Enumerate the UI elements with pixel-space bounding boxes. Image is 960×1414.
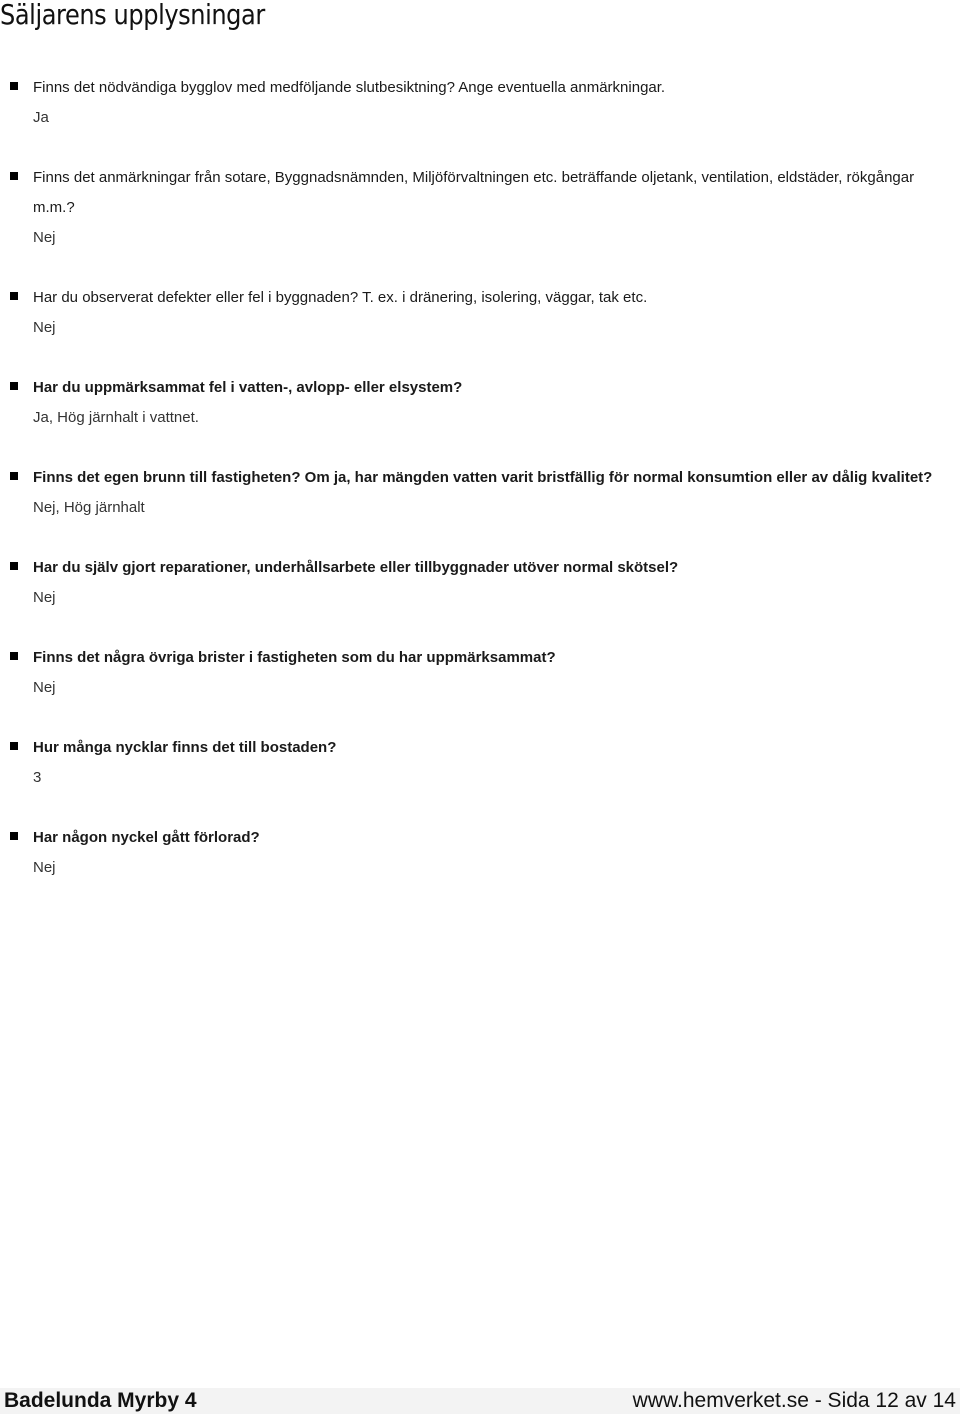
answer-text: Nej, Hög järnhalt <box>33 499 145 516</box>
square-bullet-icon <box>10 82 18 90</box>
answer-text: 3 <box>33 769 42 786</box>
answer-text: Nej <box>33 229 56 246</box>
question-text: Har någon nyckel gått förlorad? <box>33 829 260 846</box>
qa-item-inspection-remarks <box>0 163 960 253</box>
question-text: Finns det anmärkningar från sotare, Byggnadsnämnden, Miljöförvaltningen etc. beträffande oljetank, ventilation, eldstäder, rökgångar m.m.? <box>33 169 915 216</box>
qa-item-key-count <box>0 733 960 793</box>
qa-item-own-well <box>0 463 960 523</box>
question-text: Finns det några övriga brister i fastigheten som du har uppmärksammat? <box>33 649 556 666</box>
answer-text: Ja, Hög järnhalt i vattnet. <box>33 409 199 426</box>
square-bullet-icon <box>10 382 18 390</box>
question-text: Har du själv gjort reparationer, underhållsarbete eller tillbyggnader utöver normal skötsel? <box>33 559 679 576</box>
footer-page-info: www.hemverket.se - Sida 12 av 14 <box>632 1389 956 1412</box>
qa-item-lost-key <box>0 823 960 883</box>
question-text: Finns det nödvändiga bygglov med medföljande slutbesiktning? Ange eventuella anmärkningar. <box>33 79 666 96</box>
qa-item-other-defects <box>0 643 960 703</box>
qa-item-utility-faults <box>0 373 960 433</box>
qa-item-own-repairs <box>0 553 960 613</box>
square-bullet-icon <box>10 832 18 840</box>
answer-text: Ja <box>33 109 49 126</box>
answer-text: Nej <box>33 589 56 606</box>
qa-item-building-defects <box>0 283 960 343</box>
qa-list <box>0 73 960 913</box>
answer-text: Nej <box>33 859 56 876</box>
square-bullet-icon <box>10 292 18 300</box>
square-bullet-icon <box>10 742 18 750</box>
footer-property-name: Badelunda Myrby 4 <box>4 1389 197 1412</box>
answer-text: Nej <box>33 679 56 696</box>
page-footer <box>0 1388 960 1414</box>
square-bullet-icon <box>10 652 18 660</box>
qa-item-building-permit <box>0 73 960 133</box>
page-title: Säljarens upplysningar <box>0 0 265 31</box>
square-bullet-icon <box>10 562 18 570</box>
answer-text: Nej <box>33 319 56 336</box>
question-text: Har du uppmärksammat fel i vatten-, avlopp- eller elsystem? <box>33 379 463 396</box>
square-bullet-icon <box>10 472 18 480</box>
square-bullet-icon <box>10 172 18 180</box>
question-text: Finns det egen brunn till fastigheten? Om ja, har mängden vatten varit bristfällig för normal konsumtion eller av dålig kvalitet? <box>33 469 933 486</box>
question-text: Hur många nycklar finns det till bostaden? <box>33 739 337 756</box>
question-text: Har du observerat defekter eller fel i byggnaden? T. ex. i dränering, isolering, väggar, tak etc. <box>33 289 648 306</box>
